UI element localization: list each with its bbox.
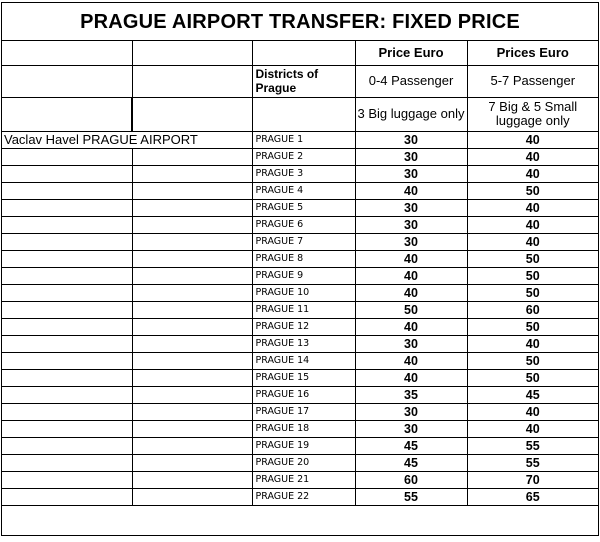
blank-cell — [2, 488, 132, 505]
blank-cell — [132, 284, 252, 301]
price-header-large: Prices Euro — [467, 41, 598, 65]
blank-cell — [2, 386, 132, 403]
district-cell: PRAGUE 10 — [252, 284, 355, 301]
table-row — [2, 437, 598, 454]
header-row-2 — [2, 65, 598, 97]
origin-label: Vaclav Havel PRAGUE AIRPORT — [2, 131, 252, 148]
blank-cell — [2, 267, 132, 284]
price-small-cell: 30 — [355, 420, 467, 437]
price-small-cell: 60 — [355, 471, 467, 488]
blank-cell — [2, 148, 132, 165]
blank-cell — [132, 369, 252, 386]
blank-cell — [132, 216, 252, 233]
table-row — [2, 131, 598, 148]
price-small-cell: 50 — [355, 301, 467, 318]
district-cell: PRAGUE 1 — [252, 131, 355, 148]
price-large-cell: 40 — [467, 233, 598, 250]
passenger-header-small: 0-4 Passenger — [355, 65, 467, 97]
header-row-1 — [2, 41, 598, 65]
price-small-cell: 55 — [355, 488, 467, 505]
blank-cell — [2, 97, 132, 131]
blank-cell — [2, 454, 132, 471]
blank-cell — [2, 318, 132, 335]
blank-cell — [132, 148, 252, 165]
price-small-cell: 40 — [355, 369, 467, 386]
district-cell: PRAGUE 11 — [252, 301, 355, 318]
price-small-cell: 30 — [355, 403, 467, 420]
blank-cell — [132, 403, 252, 420]
district-cell: PRAGUE 22 — [252, 488, 355, 505]
table-row — [2, 284, 598, 301]
price-large-cell: 40 — [467, 131, 598, 148]
blank-cell — [132, 250, 252, 267]
price-large-cell: 65 — [467, 488, 598, 505]
blank-cell — [2, 250, 132, 267]
price-large-cell: 50 — [467, 284, 598, 301]
luggage-header-small: 3 Big luggage only — [355, 97, 467, 131]
price-large-cell: 40 — [467, 199, 598, 216]
table-row — [2, 199, 598, 216]
table-row — [2, 369, 598, 386]
blank-cell — [2, 216, 132, 233]
blank-cell — [2, 41, 132, 65]
blank-cell — [2, 352, 132, 369]
table-row — [2, 420, 598, 437]
price-large-cell: 50 — [467, 369, 598, 386]
table-row — [2, 386, 598, 403]
blank-cell — [2, 65, 132, 97]
blank-cell — [132, 165, 252, 182]
blank-cell — [132, 97, 252, 131]
blank-cell — [132, 335, 252, 352]
price-small-cell: 30 — [355, 233, 467, 250]
price-large-cell: 55 — [467, 454, 598, 471]
blank-cell — [2, 165, 132, 182]
blank-cell — [2, 301, 132, 318]
table-row — [2, 250, 598, 267]
table-row — [2, 267, 598, 284]
district-cell: PRAGUE 14 — [252, 352, 355, 369]
district-cell: PRAGUE 8 — [252, 250, 355, 267]
district-cell: PRAGUE 9 — [252, 267, 355, 284]
table-row — [2, 148, 598, 165]
price-large-cell: 45 — [467, 386, 598, 403]
price-large-cell: 40 — [467, 216, 598, 233]
price-small-cell: 40 — [355, 318, 467, 335]
table-row — [2, 182, 598, 199]
table-row — [2, 165, 598, 182]
blank-cell — [132, 182, 252, 199]
blank-cell — [132, 386, 252, 403]
price-large-cell: 50 — [467, 352, 598, 369]
price-large-cell: 40 — [467, 165, 598, 182]
district-cell: PRAGUE 7 — [252, 233, 355, 250]
price-small-cell: 30 — [355, 199, 467, 216]
price-large-cell: 60 — [467, 301, 598, 318]
blank-cell — [132, 199, 252, 216]
table-row — [2, 403, 598, 420]
districts-header: Districts of Prague — [252, 65, 355, 97]
price-small-cell: 30 — [355, 131, 467, 148]
price-small-cell: 40 — [355, 267, 467, 284]
blank-cell — [2, 233, 132, 250]
blank-cell — [132, 301, 252, 318]
blank-cell — [2, 403, 132, 420]
district-cell: PRAGUE 16 — [252, 386, 355, 403]
blank-cell — [2, 471, 132, 488]
blank-cell — [252, 97, 355, 131]
table-row — [2, 335, 598, 352]
blank-cell — [2, 369, 132, 386]
district-cell: PRAGUE 15 — [252, 369, 355, 386]
price-small-cell: 45 — [355, 454, 467, 471]
blank-cell — [132, 471, 252, 488]
header-row-3 — [2, 97, 598, 131]
table-row — [2, 301, 598, 318]
price-large-cell: 40 — [467, 403, 598, 420]
district-cell: PRAGUE 19 — [252, 437, 355, 454]
district-cell: PRAGUE 13 — [252, 335, 355, 352]
blank-cell — [132, 41, 252, 65]
price-large-cell: 40 — [467, 148, 598, 165]
district-cell: PRAGUE 5 — [252, 199, 355, 216]
blank-cell — [132, 267, 252, 284]
blank-cell — [132, 318, 252, 335]
price-table — [2, 41, 598, 506]
price-small-cell: 35 — [355, 386, 467, 403]
passenger-header-large: 5-7 Passenger — [467, 65, 598, 97]
blank-cell — [252, 41, 355, 65]
blank-cell — [2, 284, 132, 301]
blank-cell — [132, 488, 252, 505]
price-small-cell: 40 — [355, 352, 467, 369]
blank-cell — [132, 437, 252, 454]
blank-cell — [132, 420, 252, 437]
price-large-cell: 50 — [467, 250, 598, 267]
blank-cell — [2, 437, 132, 454]
price-small-cell: 30 — [355, 335, 467, 352]
price-large-cell: 50 — [467, 318, 598, 335]
blank-cell — [2, 335, 132, 352]
blank-cell — [2, 199, 132, 216]
table-row — [2, 233, 598, 250]
district-cell: PRAGUE 2 — [252, 148, 355, 165]
district-cell: PRAGUE 21 — [252, 471, 355, 488]
price-small-cell: 40 — [355, 250, 467, 267]
blank-cell — [132, 352, 252, 369]
district-cell: PRAGUE 12 — [252, 318, 355, 335]
blank-cell — [2, 182, 132, 199]
table-row — [2, 488, 598, 505]
blank-cell — [132, 454, 252, 471]
price-large-cell: 40 — [467, 335, 598, 352]
price-large-cell: 50 — [467, 182, 598, 199]
price-small-cell: 30 — [355, 148, 467, 165]
district-cell: PRAGUE 6 — [252, 216, 355, 233]
price-small-cell: 40 — [355, 182, 467, 199]
price-large-cell: 50 — [467, 267, 598, 284]
price-small-cell: 45 — [355, 437, 467, 454]
district-cell: PRAGUE 20 — [252, 454, 355, 471]
sheet-title: PRAGUE AIRPORT TRANSFER: FIXED PRICE — [2, 3, 598, 41]
price-large-cell: 55 — [467, 437, 598, 454]
blank-cell — [2, 420, 132, 437]
price-large-cell: 70 — [467, 471, 598, 488]
price-small-cell: 30 — [355, 165, 467, 182]
district-cell: PRAGUE 18 — [252, 420, 355, 437]
table-row — [2, 216, 598, 233]
district-cell: PRAGUE 17 — [252, 403, 355, 420]
blank-cell — [132, 65, 252, 97]
district-cell: PRAGUE 4 — [252, 182, 355, 199]
district-cell: PRAGUE 3 — [252, 165, 355, 182]
price-header-small: Price Euro — [355, 41, 467, 65]
price-sheet — [1, 2, 599, 536]
table-row — [2, 318, 598, 335]
table-row — [2, 352, 598, 369]
price-small-cell: 30 — [355, 216, 467, 233]
blank-cell — [132, 233, 252, 250]
price-small-cell: 40 — [355, 284, 467, 301]
luggage-header-large: 7 Big & 5 Small luggage only — [467, 97, 598, 131]
price-large-cell: 40 — [467, 420, 598, 437]
table-row — [2, 454, 598, 471]
table-row — [2, 471, 598, 488]
